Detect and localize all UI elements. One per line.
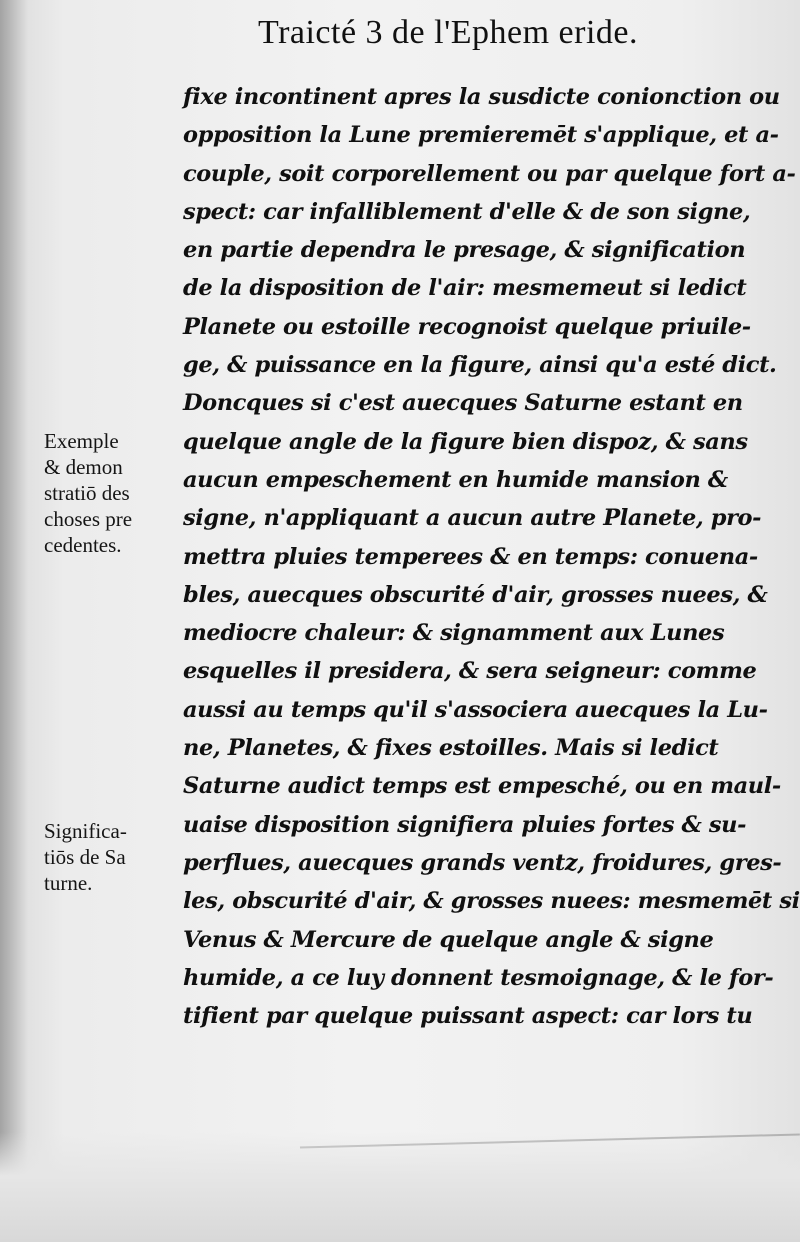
body-text [183, 78, 800, 1035]
text-line: les, obscurité d'air, & grosses nuees: mesmemēt si [183, 888, 800, 915]
text-line: tifient par quelque puissant aspect: car lors tu [183, 1003, 753, 1030]
margin-note-line: Significa- [44, 819, 127, 843]
margin-note-example [44, 428, 184, 558]
margin-note-line: cedentes. [44, 533, 122, 557]
margin-note-line: & demon [44, 455, 123, 479]
text-line: de la disposition de l'air: mesmemeut si ledict [183, 275, 747, 302]
text-line: humide, a ce luy donnent tesmoignage, & le for- [183, 964, 774, 991]
text-line: quelque angle de la figure bien dispoz, & sans [183, 428, 748, 455]
text-line: mediocre chaleur: & signamment aux Lunes [183, 620, 725, 647]
margin-note-line: Exemple [44, 429, 119, 453]
text-line: spect: car infalliblement d'elle & de son signe, [183, 198, 751, 225]
gutter-shadow [0, 0, 28, 1242]
text-line: ne, Planetes, & fixes estoilles. Mais si ledict [183, 735, 719, 762]
text-line: opposition la Lune premieremēt s'applique, et a- [183, 122, 779, 149]
margin-note-line: turne. [44, 871, 93, 895]
text-line: perflues, auecques grands ventz, froidures, gres- [183, 849, 782, 876]
text-line: bles, auecques obscurité d'air, grosses nuees, & [183, 581, 768, 608]
text-line: mettra pluies temperees & en temps: conuena- [183, 543, 758, 570]
text-line: Doncques si c'est auecques Saturne estant en [183, 390, 743, 417]
text-line: fixe incontinent apres la susdicte conionction ou [183, 84, 780, 110]
text-line: Saturne audict temps est empesché, ou en maul- [183, 773, 781, 800]
margin-note-significations [44, 818, 184, 896]
margin-note-line: stratiō des [44, 481, 130, 505]
margin-note-line: tiōs de Sa [44, 845, 126, 869]
page-bottom-shading [0, 1132, 800, 1242]
text-line: signe, n'appliquant a aucun autre Planete, pro- [183, 505, 762, 532]
text-line: Planete ou estoille recognoist quelque priuile- [183, 313, 751, 340]
text-line: aucun empeschement en humide mansion & [183, 466, 728, 493]
text-line: en partie dependra le presage, & signification [183, 237, 746, 264]
text-line: uaise disposition signifiera pluies fortes & su- [183, 811, 747, 838]
text-line: couple, soit corporellement ou par quelque fort a- [183, 160, 796, 187]
text-line: esquelles il presidera, & sera seigneur: comme [183, 658, 757, 685]
margin-note-line: choses pre [44, 507, 133, 531]
running-head: Traicté 3 de l'Ephem eride. [258, 14, 638, 51]
text-line: ge, & puissance en la figure, ainsi qu'a esté dict. [183, 352, 777, 379]
text-line: aussi au temps qu'il s'associera auecques la Lu- [183, 696, 768, 723]
text-line: Venus & Mercure de quelque angle & signe [183, 926, 714, 953]
